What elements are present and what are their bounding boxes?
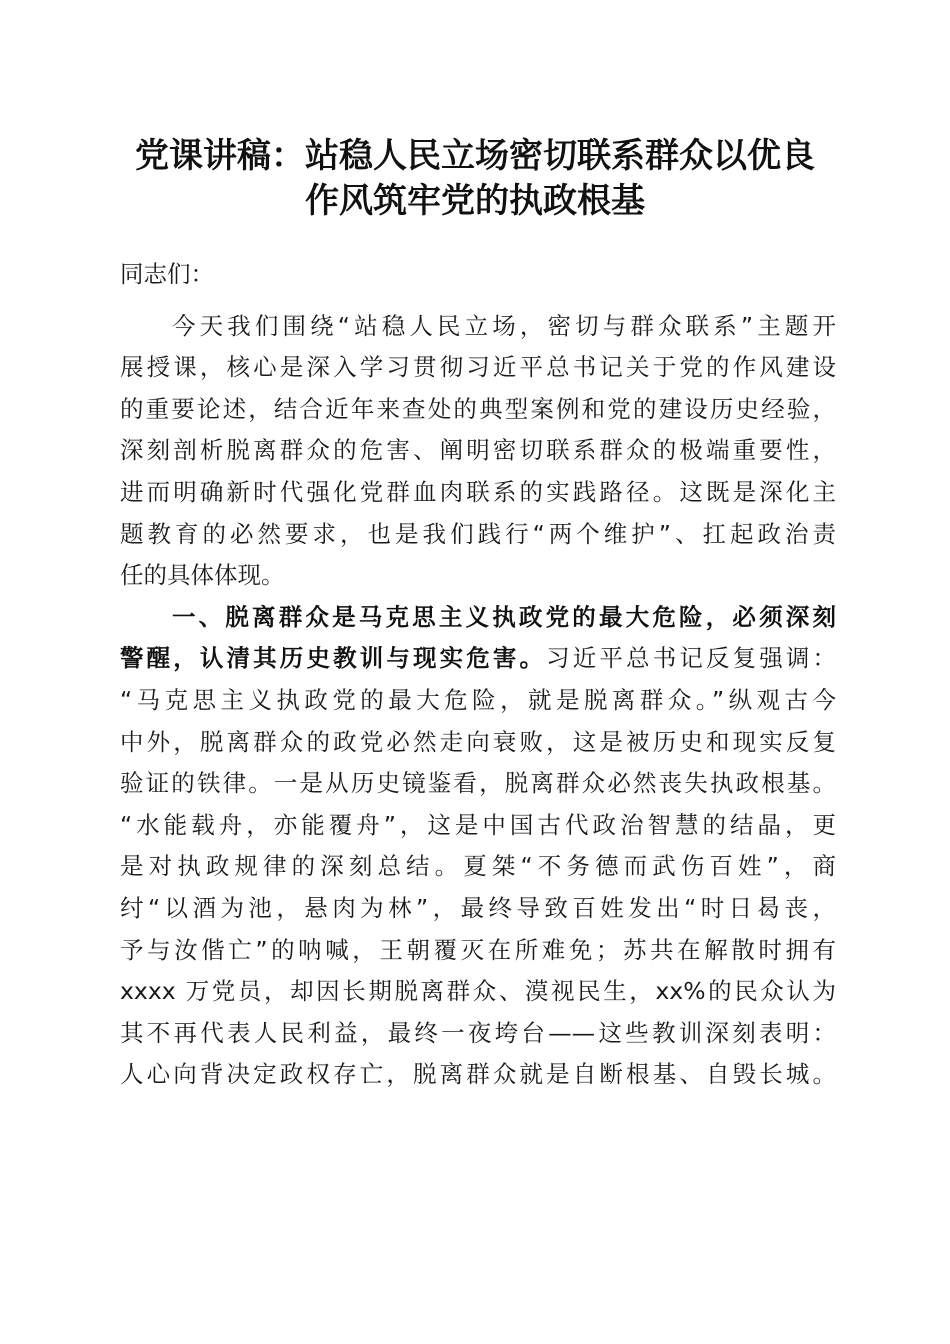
- intro-paragraph: [120, 306, 836, 597]
- paragraph-line: 予与汝偕亡”的呐喊，王朝覆灭在所难免；苏共在解散时拥有: [120, 935, 836, 964]
- paragraph-line: 人心向背决定政权存亡，脱离群众就是自断根基、自毁长城。: [120, 1060, 836, 1089]
- section-1-heading-continued: [120, 638, 836, 680]
- paragraph-line: “马克思主义执政党的最大危险，就是脱离群众。”纵观古今: [120, 685, 836, 714]
- paragraph-line: “水能载舟，亦能覆舟”，这是中国古代政治智慧的结晶，更: [120, 810, 836, 839]
- paragraph-line: 深刻剖析脱离群众的危害、阐明密切联系群众的极端重要性，: [120, 436, 836, 465]
- paragraph-line: 的重要论述，结合近年来查处的典型案例和党的建设历史经验，: [120, 394, 836, 423]
- section-1-heading: 一、脱离群众是马克思主义执政党的最大危险，必须深刻: [172, 602, 836, 631]
- paragraph-line: 任的具体体现。: [120, 561, 285, 590]
- section-1-text-start: 习近平总书记反复强调：: [546, 644, 837, 673]
- paragraph-line: 其不再代表人民利益，最终一夜垮台——这些教训深刻表明：: [120, 1018, 836, 1047]
- paragraph-line: 是对执政规律的深刻总结。夏桀“不务德而武伤百姓”，商: [120, 852, 836, 881]
- section-1-heading-end: 警醒，认清其历史教训与现实危害。: [120, 644, 547, 673]
- title-line-1: 党课讲稿：站稳人民立场密切联系群众以优良: [135, 136, 815, 176]
- paragraph-line: 验证的铁律。一是从历史镜鉴看，脱离群众必然丧失执政根基。: [120, 769, 836, 798]
- paragraph-line: 中外，脱离群众的政党必然走向衰败，这是被历史和现实反复: [120, 727, 836, 756]
- paragraph-line: 今天我们围绕“站稳人民立场，密切与群众联系”主题开: [172, 311, 836, 340]
- paragraph-line: 展授课，核心是深入学习贯彻习近平总书记关于党的作风建设: [120, 353, 836, 382]
- document-body: [120, 254, 836, 1096]
- paragraph-line: xxxx 万党员，却因长期脱离群众、漠视民生，xx%的民众认为: [120, 977, 836, 1006]
- greeting: 同志们：: [120, 260, 214, 288]
- section-1: [120, 597, 836, 1096]
- title-line-2: 作风筑牢党的执政根基: [305, 181, 645, 221]
- paragraph-line: 题教育的必然要求，也是我们践行“两个维护”、扛起政治责: [120, 519, 836, 548]
- document-title: [100, 134, 850, 224]
- paragraph-line: 进而明确新时代强化党群血肉联系的实践路径。这既是深化主: [120, 477, 836, 506]
- paragraph-line: 纣“以酒为池，悬肉为林”，最终导致百姓发出“时日曷丧，: [120, 893, 836, 922]
